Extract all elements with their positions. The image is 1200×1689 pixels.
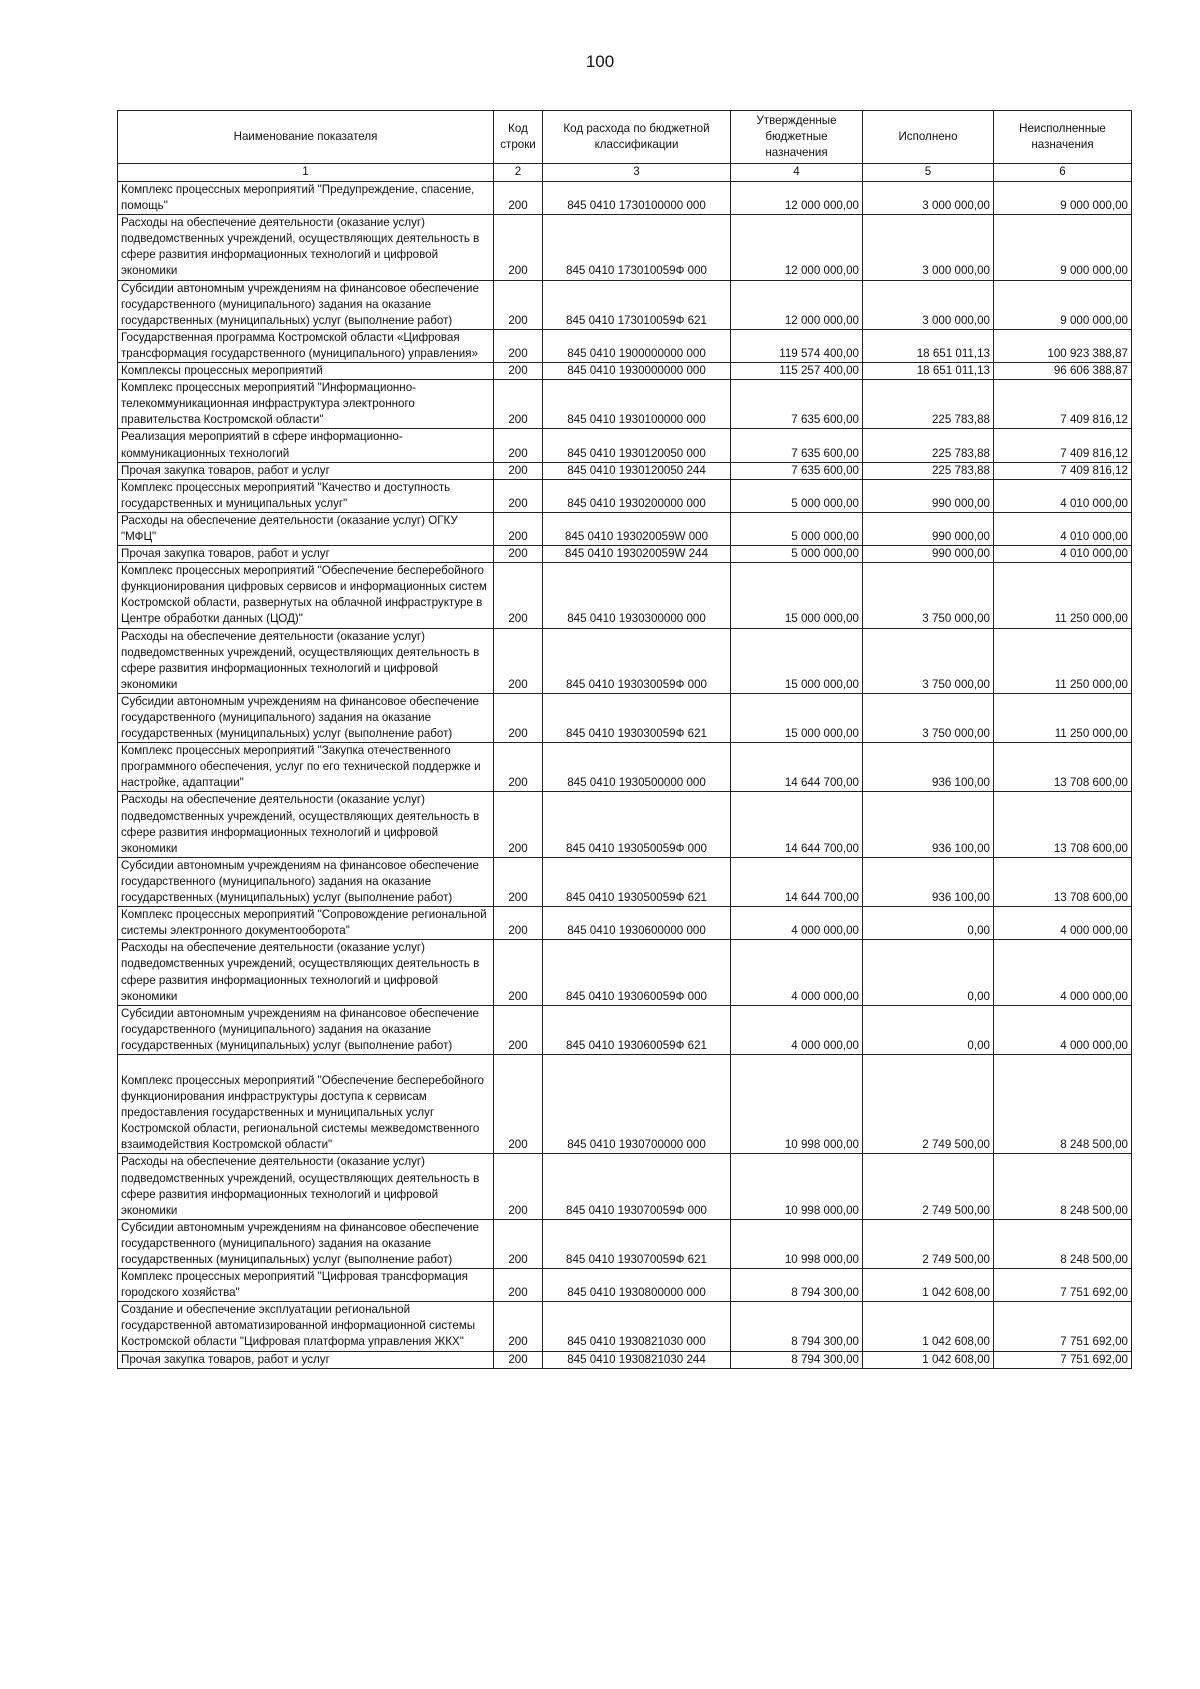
row-executed-amount: 0,00 xyxy=(863,1005,994,1054)
row-kbk-code: 845 0410 193020059W 244 xyxy=(543,546,731,563)
row-executed-amount: 3 750 000,00 xyxy=(863,628,994,693)
row-approved-amount: 4 000 000,00 xyxy=(731,940,863,1005)
row-unexecuted-amount: 7 409 816,12 xyxy=(994,380,1132,429)
table-row xyxy=(118,857,1132,906)
column-number: 4 xyxy=(731,164,863,182)
row-executed-amount: 2 749 500,00 xyxy=(863,1154,994,1219)
row-kbk-code: 845 0410 193030059Ф 000 xyxy=(543,628,731,693)
row-kbk-code: 845 0410 193030059Ф 621 xyxy=(543,693,731,742)
row-approved-amount: 15 000 000,00 xyxy=(731,563,863,628)
row-approved-amount: 15 000 000,00 xyxy=(731,693,863,742)
row-executed-amount: 225 783,88 xyxy=(863,462,994,479)
row-name: Расходы на обеспечение деятельности (оказание услуг) подведомственных учреждений, осуществляющих деятельность в сфере развития информационных технологий и цифровой экономики xyxy=(118,792,494,857)
row-approved-amount: 15 000 000,00 xyxy=(731,628,863,693)
row-name: Субсидии автономным учреждениям на финансовое обеспечение государственного (муниципального) задания на оказание государственных (муниципальных) услуг (выполнение работ) xyxy=(118,280,494,329)
row-unexecuted-amount: 13 708 600,00 xyxy=(994,792,1132,857)
row-kbk-code: 845 0410 1930800000 000 xyxy=(543,1269,731,1302)
row-unexecuted-amount: 8 248 500,00 xyxy=(994,1154,1132,1219)
row-approved-amount: 115 257 400,00 xyxy=(731,363,863,380)
table-row xyxy=(118,792,1132,857)
row-code: 200 xyxy=(494,546,543,563)
row-executed-amount: 225 783,88 xyxy=(863,380,994,429)
row-name: Расходы на обеспечение деятельности (оказание услуг) подведомственных учреждений, осуществляющих деятельность в сфере развития информационных технологий и цифровой экономики xyxy=(118,940,494,1005)
row-kbk-code: 845 0410 1930821030 000 xyxy=(543,1302,731,1351)
row-name: Субсидии автономным учреждениям на финансовое обеспечение государственного (муниципального) задания на оказание государственных (муниципальных) услуг (выполнение работ) xyxy=(118,857,494,906)
row-kbk-code: 845 0410 193070059Ф 000 xyxy=(543,1154,731,1219)
column-number: 1 xyxy=(118,164,494,182)
row-kbk-code: 845 0410 1930700000 000 xyxy=(543,1054,731,1153)
row-name: Создание и обеспечение эксплуатации региональной государственной автоматизированной информационной системы Костромской области "Цифровая платформа управления ЖКХ" xyxy=(118,1302,494,1351)
row-name: Государственная программа Костромской области «Цифровая трансформация государственного (муниципального) управления» xyxy=(118,329,494,362)
row-name: Расходы на обеспечение деятельности (оказание услуг) подведомственных учреждений, осуществляющих деятельность в сфере развития информационных технологий и цифровой экономики xyxy=(118,628,494,693)
row-unexecuted-amount: 9 000 000,00 xyxy=(994,182,1132,215)
row-code: 200 xyxy=(494,280,543,329)
row-executed-amount: 0,00 xyxy=(863,940,994,1005)
table-row xyxy=(118,546,1132,563)
row-kbk-code: 845 0410 1930200000 000 xyxy=(543,479,731,512)
row-code: 200 xyxy=(494,628,543,693)
table-body xyxy=(118,182,1132,1369)
row-kbk-code: 845 0410 193020059W 000 xyxy=(543,512,731,545)
row-executed-amount: 3 000 000,00 xyxy=(863,215,994,280)
row-approved-amount: 4 000 000,00 xyxy=(731,907,863,940)
row-code: 200 xyxy=(494,479,543,512)
row-kbk-code: 845 0410 173010059Ф 621 xyxy=(543,280,731,329)
row-kbk-code: 845 0410 193060059Ф 621 xyxy=(543,1005,731,1054)
row-approved-amount: 119 574 400,00 xyxy=(731,329,863,362)
row-name: Комплекс процессных мероприятий "Обеспечение бесперебойного функционирования цифровых сервисов и информационных систем Костромской области, развернутых на облачной инфраструктуре в Центре обработки данных (ЦОД)" xyxy=(118,563,494,628)
row-kbk-code: 845 0410 1930600000 000 xyxy=(543,907,731,940)
header-name: Наименование показателя xyxy=(118,111,494,164)
column-number: 3 xyxy=(543,164,731,182)
row-code: 200 xyxy=(494,940,543,1005)
row-code: 200 xyxy=(494,512,543,545)
table-row xyxy=(118,743,1132,792)
row-unexecuted-amount: 11 250 000,00 xyxy=(994,693,1132,742)
row-kbk-code: 845 0410 1930120050 000 xyxy=(543,429,731,462)
row-approved-amount: 8 794 300,00 xyxy=(731,1302,863,1351)
row-code: 200 xyxy=(494,857,543,906)
table-row xyxy=(118,182,1132,215)
row-unexecuted-amount: 4 000 000,00 xyxy=(994,1005,1132,1054)
row-unexecuted-amount: 7 751 692,00 xyxy=(994,1269,1132,1302)
row-kbk-code: 845 0410 1930000000 000 xyxy=(543,363,731,380)
row-kbk-code: 845 0410 1930300000 000 xyxy=(543,563,731,628)
row-name: Комплексы процессных мероприятий xyxy=(118,363,494,380)
row-unexecuted-amount: 96 606 388,87 xyxy=(994,363,1132,380)
row-executed-amount: 936 100,00 xyxy=(863,857,994,906)
row-executed-amount: 990 000,00 xyxy=(863,546,994,563)
row-approved-amount: 5 000 000,00 xyxy=(731,479,863,512)
column-number-row xyxy=(118,164,1132,182)
row-name: Комплекс процессных мероприятий "Сопровождение региональной системы электронного документооборота" xyxy=(118,907,494,940)
row-name: Прочая закупка товаров, работ и услуг xyxy=(118,1351,494,1368)
row-name: Расходы на обеспечение деятельности (оказание услуг) подведомственных учреждений, осуществляющих деятельность в сфере развития информационных технологий и цифровой экономики xyxy=(118,215,494,280)
table-row xyxy=(118,1054,1132,1153)
row-code: 200 xyxy=(494,182,543,215)
row-kbk-code: 845 0410 193050059Ф 621 xyxy=(543,857,731,906)
row-unexecuted-amount: 7 751 692,00 xyxy=(994,1302,1132,1351)
row-code: 200 xyxy=(494,743,543,792)
table-row xyxy=(118,429,1132,462)
row-name: Субсидии автономным учреждениям на финансовое обеспечение государственного (муниципального) задания на оказание государственных (муниципальных) услуг (выполнение работ) xyxy=(118,693,494,742)
row-executed-amount: 2 749 500,00 xyxy=(863,1054,994,1153)
row-unexecuted-amount: 9 000 000,00 xyxy=(994,215,1132,280)
row-name: Комплекс процессных мероприятий "Предупреждение, спасение, помощь" xyxy=(118,182,494,215)
row-name: Расходы на обеспечение деятельности (оказание услуг) подведомственных учреждений, осуществляющих деятельность в сфере развития информационных технологий и цифровой экономики xyxy=(118,1154,494,1219)
table-row xyxy=(118,215,1132,280)
table-row xyxy=(118,479,1132,512)
row-approved-amount: 10 998 000,00 xyxy=(731,1219,863,1268)
row-unexecuted-amount: 100 923 388,87 xyxy=(994,329,1132,362)
row-unexecuted-amount: 4 000 000,00 xyxy=(994,940,1132,1005)
table-row xyxy=(118,1219,1132,1268)
row-approved-amount: 4 000 000,00 xyxy=(731,1005,863,1054)
row-executed-amount: 936 100,00 xyxy=(863,743,994,792)
table-row xyxy=(118,628,1132,693)
row-code: 200 xyxy=(494,1154,543,1219)
table-row xyxy=(118,940,1132,1005)
row-name: Комплекс процессных мероприятий "Закупка отечественного программного обеспечения, услуг по его технической поддержке и настройке, адаптации" xyxy=(118,743,494,792)
table-row xyxy=(118,1269,1132,1302)
row-unexecuted-amount: 8 248 500,00 xyxy=(994,1219,1132,1268)
row-name: Прочая закупка товаров, работ и услуг xyxy=(118,462,494,479)
page-number: 100 xyxy=(585,52,615,71)
budget-execution-table xyxy=(117,110,1132,1369)
row-approved-amount: 12 000 000,00 xyxy=(731,182,863,215)
row-executed-amount: 2 749 500,00 xyxy=(863,1219,994,1268)
row-executed-amount: 18 651 011,13 xyxy=(863,363,994,380)
table-row xyxy=(118,363,1132,380)
row-approved-amount: 14 644 700,00 xyxy=(731,857,863,906)
row-unexecuted-amount: 13 708 600,00 xyxy=(994,857,1132,906)
row-code: 200 xyxy=(494,1269,543,1302)
row-executed-amount: 3 750 000,00 xyxy=(863,693,994,742)
row-code: 200 xyxy=(494,563,543,628)
table-row xyxy=(118,1005,1132,1054)
row-name: Комплекс процессных мероприятий "Обеспечение бесперебойного функционирования инфраструктуры доступа к сервисам предоставления государственных и муниципальных услуг Костромской области, региональной системы межведомственного взаимодействия Костромской области" xyxy=(118,1054,494,1153)
row-kbk-code: 845 0410 1930821030 244 xyxy=(543,1351,731,1368)
row-unexecuted-amount: 7 751 692,00 xyxy=(994,1351,1132,1368)
row-approved-amount: 7 635 600,00 xyxy=(731,462,863,479)
row-kbk-code: 845 0410 193070059Ф 621 xyxy=(543,1219,731,1268)
table-row xyxy=(118,1351,1132,1368)
row-executed-amount: 1 042 608,00 xyxy=(863,1302,994,1351)
row-code: 200 xyxy=(494,1219,543,1268)
row-name: Субсидии автономным учреждениям на финансовое обеспечение государственного (муниципального) задания на оказание государственных (муниципальных) услуг (выполнение работ) xyxy=(118,1219,494,1268)
table-row xyxy=(118,280,1132,329)
row-kbk-code: 845 0410 1930100000 000 xyxy=(543,380,731,429)
row-code: 200 xyxy=(494,329,543,362)
row-code: 200 xyxy=(494,1302,543,1351)
row-approved-amount: 12 000 000,00 xyxy=(731,215,863,280)
row-code: 200 xyxy=(494,1054,543,1153)
row-unexecuted-amount: 11 250 000,00 xyxy=(994,563,1132,628)
row-code: 200 xyxy=(494,215,543,280)
row-name: Комплекс процессных мероприятий "Информационно-телекоммуникационная инфраструктура электронного правительства Костромской области" xyxy=(118,380,494,429)
row-name: Комплекс процессных мероприятий "Качество и доступность государственных и муниципальных услуг" xyxy=(118,479,494,512)
row-approved-amount: 12 000 000,00 xyxy=(731,280,863,329)
row-unexecuted-amount: 13 708 600,00 xyxy=(994,743,1132,792)
row-kbk-code: 845 0410 193050059Ф 000 xyxy=(543,792,731,857)
row-kbk-code: 845 0410 1730100000 000 xyxy=(543,182,731,215)
row-executed-amount: 990 000,00 xyxy=(863,512,994,545)
row-name: Расходы на обеспечение деятельности (оказание услуг) ОГКУ "МФЦ" xyxy=(118,512,494,545)
row-code: 200 xyxy=(494,462,543,479)
row-approved-amount: 8 794 300,00 xyxy=(731,1351,863,1368)
table-row xyxy=(118,329,1132,362)
row-executed-amount: 3 000 000,00 xyxy=(863,182,994,215)
row-executed-amount: 0,00 xyxy=(863,907,994,940)
row-executed-amount: 3 750 000,00 xyxy=(863,563,994,628)
table-row xyxy=(118,380,1132,429)
row-code: 200 xyxy=(494,380,543,429)
row-approved-amount: 7 635 600,00 xyxy=(731,429,863,462)
table-row xyxy=(118,1302,1132,1351)
row-executed-amount: 3 000 000,00 xyxy=(863,280,994,329)
row-unexecuted-amount: 7 409 816,12 xyxy=(994,462,1132,479)
header-row xyxy=(118,111,1132,164)
row-unexecuted-amount: 4 010 000,00 xyxy=(994,546,1132,563)
row-code: 200 xyxy=(494,363,543,380)
row-approved-amount: 14 644 700,00 xyxy=(731,792,863,857)
row-executed-amount: 1 042 608,00 xyxy=(863,1269,994,1302)
row-unexecuted-amount: 9 000 000,00 xyxy=(994,280,1132,329)
row-code: 200 xyxy=(494,907,543,940)
row-unexecuted-amount: 4 000 000,00 xyxy=(994,907,1132,940)
row-kbk-code: 845 0410 1900000000 000 xyxy=(543,329,731,362)
row-executed-amount: 225 783,88 xyxy=(863,429,994,462)
header-unexecuted: Неисполненные назначения xyxy=(994,111,1132,164)
row-name: Прочая закупка товаров, работ и услуг xyxy=(118,546,494,563)
header-code: Код строки xyxy=(494,111,543,164)
row-code: 200 xyxy=(494,429,543,462)
row-name: Комплекс процессных мероприятий "Цифровая трансформация городского хозяйства" xyxy=(118,1269,494,1302)
row-code: 200 xyxy=(494,792,543,857)
column-number: 2 xyxy=(494,164,543,182)
row-approved-amount: 5 000 000,00 xyxy=(731,512,863,545)
row-unexecuted-amount: 7 409 816,12 xyxy=(994,429,1132,462)
column-number: 6 xyxy=(994,164,1132,182)
column-number: 5 xyxy=(863,164,994,182)
row-executed-amount: 1 042 608,00 xyxy=(863,1351,994,1368)
table-row xyxy=(118,693,1132,742)
table-row xyxy=(118,563,1132,628)
row-code: 200 xyxy=(494,1351,543,1368)
row-approved-amount: 5 000 000,00 xyxy=(731,546,863,563)
row-kbk-code: 845 0410 1930500000 000 xyxy=(543,743,731,792)
row-kbk-code: 845 0410 1930120050 244 xyxy=(543,462,731,479)
row-unexecuted-amount: 8 248 500,00 xyxy=(994,1054,1132,1153)
table-row xyxy=(118,512,1132,545)
row-code: 200 xyxy=(494,1005,543,1054)
header-kbk: Код расхода по бюджетной классификации xyxy=(543,111,731,164)
row-code: 200 xyxy=(494,693,543,742)
row-kbk-code: 845 0410 193060059Ф 000 xyxy=(543,940,731,1005)
table-row xyxy=(118,1154,1132,1219)
row-approved-amount: 10 998 000,00 xyxy=(731,1154,863,1219)
row-executed-amount: 18 651 011,13 xyxy=(863,329,994,362)
row-name: Реализация мероприятий в сфере информационно-коммуникационных технологий xyxy=(118,429,494,462)
row-unexecuted-amount: 11 250 000,00 xyxy=(994,628,1132,693)
row-kbk-code: 845 0410 173010059Ф 000 xyxy=(543,215,731,280)
row-executed-amount: 936 100,00 xyxy=(863,792,994,857)
row-approved-amount: 7 635 600,00 xyxy=(731,380,863,429)
table-row xyxy=(118,462,1132,479)
row-unexecuted-amount: 4 010 000,00 xyxy=(994,512,1132,545)
row-approved-amount: 14 644 700,00 xyxy=(731,743,863,792)
row-executed-amount: 990 000,00 xyxy=(863,479,994,512)
header-executed: Исполнено xyxy=(863,111,994,164)
row-approved-amount: 10 998 000,00 xyxy=(731,1054,863,1153)
row-name: Субсидии автономным учреждениям на финансовое обеспечение государственного (муниципального) задания на оказание государственных (муниципальных) услуг (выполнение работ) xyxy=(118,1005,494,1054)
row-approved-amount: 8 794 300,00 xyxy=(731,1269,863,1302)
table-row xyxy=(118,907,1132,940)
row-unexecuted-amount: 4 010 000,00 xyxy=(994,479,1132,512)
header-approved: Утвержденные бюджетные назначения xyxy=(731,111,863,164)
